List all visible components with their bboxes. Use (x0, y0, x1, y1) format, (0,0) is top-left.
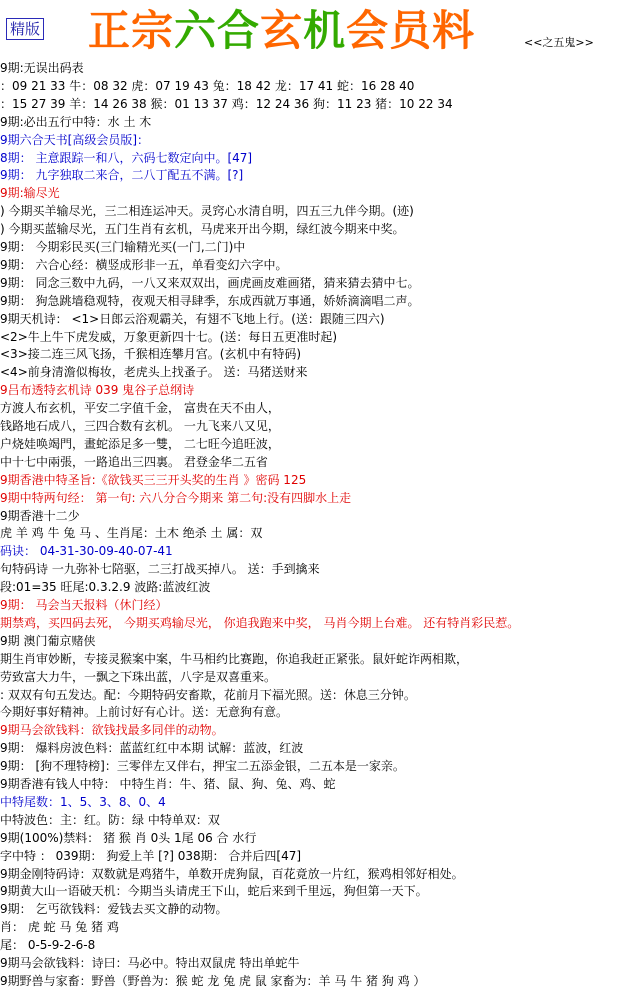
text-line: 码诀： 04-31-30-09-40-07-41 (0, 544, 173, 559)
text-line: 中十七中兩張，一路追出三四裏。 君登金华二五省 (0, 454, 268, 469)
title-char: 合 (217, 6, 261, 55)
text-line: 9期(100%)禁料： 猪 猴 肖 0头 1尾 06 合 水行 (0, 830, 257, 845)
text-line: 钱路地石成八，三四合数有玄机。 一九飞来八又见， (0, 419, 280, 433)
text-line: 户烧娃唤竭門，畫蛇添足多一雙， 二七旺今追旺波， (0, 436, 280, 451)
text-line: 9期天机诗： <1>日郎云浴观霸关，有翅不飞地上行。(送：跟随三四六) (0, 311, 385, 326)
page-title (88, 6, 475, 56)
title-char: 宗 (131, 6, 175, 55)
text-line: 中特尾数：1、5、3、8、0、4 (0, 794, 166, 809)
text-line: <4>前身清澹似梅妆，老虎头上找蚤子。 送：马猪送财来 (0, 365, 308, 380)
text-line: 期禁鸡，买四码去死， 今期买鸡输尽光， 你追我跑来中奖， 马肖今期上台难。 还有特肖彩民惹。 (0, 615, 520, 630)
text-line: 9期马会欲钱料：诗曰：马必中。特出双鼠虎 特出单蛇牛 (0, 956, 300, 970)
text-line: 9期马会欲钱料：欲钱找最多同伴的动物。 (0, 723, 224, 738)
text-line: 9期香港十二少 (0, 508, 80, 523)
text-line: 9期六合天书[高级会员版]： (0, 132, 149, 147)
text-line: 9期野兽与家畜：野兽（野兽为：猴 蛇 龙 兔 虎 鼠 家畜为：羊 马 牛 猪 狗 鸡 ） (0, 973, 426, 988)
text-line: 9期:必出五行中特：水 土 木 (0, 114, 152, 129)
title-char: 料 (432, 6, 476, 55)
text-line: 句特码诗 一九弥补七陪驱，二三打战买掉八。 送：手到擒来 (0, 562, 320, 577)
text-line: 9期： 狗急跳墙稳观特，夜观天相寻肆季，东成西就万事通，娇娇滴滴唱二声。 (0, 293, 420, 308)
text-line: 中特波色：主：红。防：绿 中特单双：双 (0, 812, 220, 827)
text-line: 9期:无误出码表 (0, 61, 84, 75)
text-line: 尾： 0-5-9-2-6-8 (0, 938, 96, 953)
text-line: ：15 27 39 羊：14 26 38 猴：01 13 37 鸡：12 24 36 狗：11 23 猪：10 22 34 (0, 96, 453, 111)
text-line: 9期香港中特圣旨:《欲钱买三三开头奖的生肖 》密码 125 (0, 472, 307, 487)
text-line: ：09 21 33 牛：08 32 虎：07 19 43 兔：18 42 龙：17 41 蛇：16 28 40 (0, 78, 415, 93)
title-char: 玄 (260, 6, 304, 55)
text-line: 9期： 同念三数中九码，一八又来双双出，画虎画皮难画猪，猜来猜去猜中七。 (0, 275, 420, 290)
text-line: 期生肖审妙断，专接灵猴案中案，牛马相约比赛跑，你追我赶正紧张。鼠奸蛇诈两相欺， (0, 651, 469, 666)
text-line: 9期： 今期彩民买(三门输精光买(一门,二门)中 (0, 240, 246, 254)
text-line: 9期： 马会当天报料（休门经） (0, 598, 168, 612)
text-line: 虎 羊 鸡 牛 兔 马 、生肖尾：土木 绝杀 土 属：双 (0, 526, 263, 541)
text-line: 9期： 九字独取二来合，二八丁配五不满。[?] (0, 168, 244, 183)
text-line: 肖： 虎 蛇 马 兔 猪 鸡 (0, 920, 119, 935)
text-line: 9期： 六合心经：横竖成形非一五，单看变幻六字中。 (0, 257, 288, 272)
title-char: 机 (303, 6, 347, 55)
text-line: 劳致富大力牛，一飘之下珠出蓝，八字是双喜重来。 (0, 669, 277, 684)
text-line: <2>牛上牛下虎发威，万象更新四十七。(送：每日五更准时起) (0, 329, 338, 344)
edition-badge: 精版 (6, 18, 44, 40)
text-line: 段:01=35 旺尾:0.3.2.9 波路:蓝波红波 (0, 580, 211, 595)
text-line: 9期： 爆料房波色料：蓝蓝红红中本期 试解：蓝波，红波 (0, 741, 304, 756)
text-line: 9期： [狗不理特榜]：三零伴左又伴右，押宝二五添金银，二五本是一家亲。 (0, 759, 405, 774)
text-line: 字中特 ： 039期： 狗爱上羊 [?] 038期： 合并后四[47] (0, 848, 302, 863)
text-line: 8期： 主意跟踪一和八，六码七数定向中。[47] (0, 150, 253, 165)
text-line: 9期香港有钱人中特： 中特生肖：牛、猪、鼠、狗、兔、鸡、蛇 (0, 777, 336, 791)
text-line: : 双双有句五发达。配：今期特码安畜欺，花前月下福光照。送：休息三分钟。 (0, 687, 416, 702)
text-line: 今期好事好精神。上前讨好有心计。送：无意狗有意。 (0, 705, 289, 720)
corner-tag: <<之五鬼>> (524, 36, 594, 49)
text-line: 9期中特两句经： 第一句: 六八分合今期来 第二句:没有四脚水上走 (0, 490, 352, 505)
text-line: 9期： 乞丐欲钱料：爱钱去买文静的动物。 (0, 902, 228, 917)
title-char: 会 (346, 6, 390, 55)
text-line: <3>接二连三风飞扬，千猴相连攀月宫。(玄机中有特码) (0, 347, 302, 362)
title-char: 员 (389, 6, 433, 55)
text-line: 9期金刚特码诗：双数就是鸡猪牛，单数开虎狗鼠，百花竟放一片红，猴鸡相邻好相处。 (0, 866, 464, 881)
text-line: 方渡人布玄机，平安二字值千金， 富贵在天不由人， (0, 401, 280, 416)
text-line: 9期 澳门葡京赌侠 (0, 633, 96, 648)
title-char: 六 (174, 6, 218, 55)
text-line: 9期:输尽光 (0, 186, 60, 201)
text-line: 9吕布透特玄机诗 039 鬼谷子总纲诗 (0, 383, 195, 398)
text-line: ) 今期买羊输尽光，三二相连运冲天。灵窍心水清自明，四五三九伴今期。(迹) (0, 204, 414, 219)
text-line: 9期黄大山一语破天机：今期当头请虎王下山，蛇后来到千里远，狗但第一天下。 (0, 884, 428, 899)
text-line: ) 今期买蓝输尽光，五门生肖有玄机，马虎来开出今期，绿红波今期来中奖。 (0, 222, 405, 237)
title-char: 正 (88, 6, 132, 55)
